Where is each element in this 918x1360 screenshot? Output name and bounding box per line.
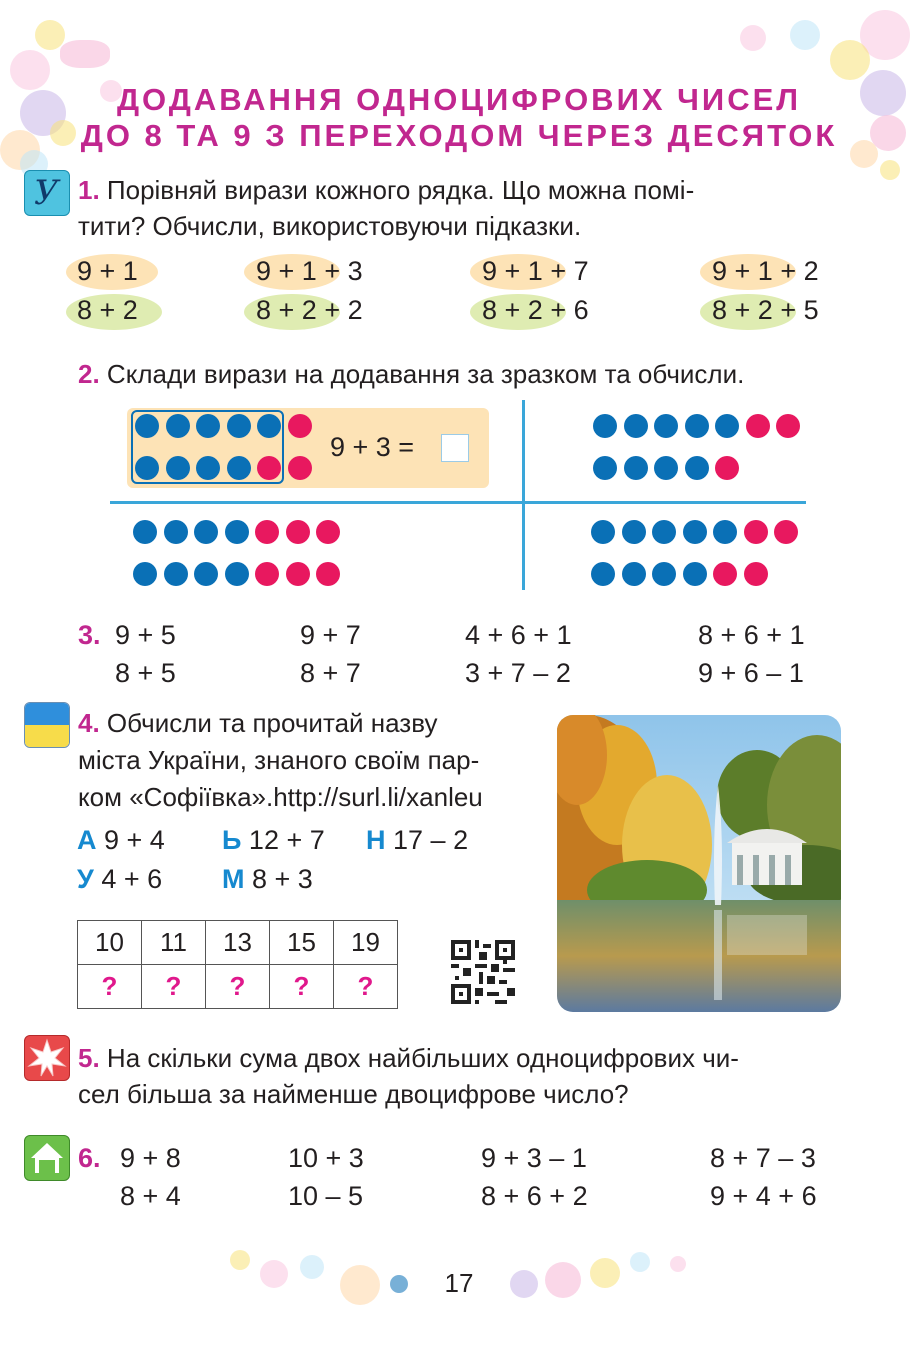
- red-dot: [746, 414, 770, 438]
- blue-dot: [652, 520, 676, 544]
- red-dot: [286, 520, 310, 544]
- blue-dot: [622, 562, 646, 586]
- blue-dot: [624, 414, 648, 438]
- red-dot: [257, 456, 281, 480]
- page-title-line-2: ДО 8 ТА 9 З ПЕРЕХОДОМ ЧЕРЕЗ ДЕСЯТОК: [80, 118, 838, 153]
- blue-dot: [591, 520, 615, 544]
- blue-dot: [624, 456, 648, 480]
- blue-dot: [683, 562, 707, 586]
- red-dot: [255, 562, 279, 586]
- task3-expr: 8 + 7: [300, 658, 361, 688]
- task3-expr: 3 + 7 – 2: [465, 658, 571, 688]
- red-dot: [255, 520, 279, 544]
- red-dot: [316, 520, 340, 544]
- blue-dot: [593, 456, 617, 480]
- task3-number: 3.: [78, 620, 101, 650]
- star-burst-icon: [24, 1035, 70, 1081]
- divider-horizontal: [110, 501, 806, 504]
- blue-dot: [166, 414, 190, 438]
- blue-dot: [225, 562, 249, 586]
- task6-expr: 8 + 4: [120, 1181, 181, 1211]
- blue-dot: [715, 414, 739, 438]
- cipher-item: М 8 + 3: [222, 864, 313, 894]
- task3-expr: 8 + 6 + 1: [698, 620, 805, 650]
- task4-text-line1: Обчисли та прочитай назву: [106, 708, 438, 738]
- task2-text-body: Склади вирази на додавання за зразком та обчисли.: [106, 359, 745, 389]
- table-cell: 11: [142, 921, 206, 965]
- cipher-item: У 4 + 6: [77, 864, 163, 894]
- table-cell: 10: [78, 921, 142, 965]
- blue-dot: [654, 456, 678, 480]
- task1-expr: 9 + 1 + 3: [256, 256, 363, 286]
- task6-expr: 9 + 4 + 6: [710, 1181, 817, 1211]
- blue-dot: [683, 520, 707, 544]
- example-expr: 9 + 3 =: [330, 432, 415, 462]
- task6-expr: 10 + 3: [288, 1143, 364, 1173]
- task5-text: [78, 1040, 858, 1112]
- task1-expr: 8 + 2 + 2: [256, 295, 363, 325]
- task1-expr: 9 + 1: [77, 256, 138, 286]
- ukraine-flag-icon: [24, 702, 70, 748]
- house-icon: [24, 1135, 70, 1181]
- task6-expr: 8 + 6 + 2: [481, 1181, 588, 1211]
- task6-expr: 8 + 7 – 3: [710, 1143, 816, 1173]
- blue-dot: [196, 414, 220, 438]
- task1-expr: 8 + 2: [77, 295, 138, 325]
- table-row: [78, 921, 398, 965]
- blue-dot: [164, 562, 188, 586]
- divider-vertical: [522, 400, 525, 590]
- task1-expr: 9 + 1 + 2: [712, 256, 819, 286]
- qr-code-icon[interactable]: [451, 940, 515, 1004]
- blue-dot: [227, 456, 251, 480]
- blue-dot: [685, 414, 709, 438]
- task1-text-line2: тити? Обчисли, використовуючи підказки.: [78, 211, 582, 241]
- task3-expr: 9 + 5: [115, 620, 176, 650]
- task6-expr: 9 + 8: [120, 1143, 181, 1173]
- blue-dot: [225, 520, 249, 544]
- blue-dot: [685, 456, 709, 480]
- blue-dot: [135, 414, 159, 438]
- red-dot: [713, 562, 737, 586]
- red-dot: [288, 414, 312, 438]
- blue-dot: [713, 520, 737, 544]
- blue-dot: [622, 520, 646, 544]
- red-dot: [776, 414, 800, 438]
- blue-dot: [164, 520, 188, 544]
- blue-dot: [196, 456, 220, 480]
- task6-number: 6.: [78, 1143, 101, 1173]
- table-cell: 19: [334, 921, 398, 965]
- table-cell-answer[interactable]: ?: [270, 965, 334, 1009]
- blue-dot: [593, 414, 617, 438]
- task3-expr: 9 + 7: [300, 620, 361, 650]
- task4-text: [78, 705, 548, 816]
- task4-text-line3: ком «Софіївка».http://surl.li/xanleu: [78, 782, 483, 812]
- task2-number: 2.: [78, 359, 100, 389]
- red-dot: [286, 562, 310, 586]
- task6-expr: 10 – 5: [288, 1181, 364, 1211]
- red-dot: [715, 456, 739, 480]
- blue-dot: [227, 414, 251, 438]
- script-u-icon: У: [24, 170, 70, 216]
- cipher-item: А 9 + 4: [77, 825, 165, 855]
- red-dot: [744, 520, 768, 544]
- cipher-item: Н 17 – 2: [366, 825, 469, 855]
- answer-box[interactable]: [441, 434, 469, 462]
- task1-expr: 8 + 2 + 6: [482, 295, 589, 325]
- page-number: 17: [444, 1268, 474, 1298]
- task3-expr: 4 + 6 + 1: [465, 620, 572, 650]
- task1-text-line1: Порівняй вирази кожного рядка. Що можна помі-: [106, 175, 695, 205]
- task2-text: [78, 356, 858, 392]
- blue-dot: [135, 456, 159, 480]
- red-dot: [744, 562, 768, 586]
- table-cell: 13: [206, 921, 270, 965]
- table-cell: 15: [270, 921, 334, 965]
- task5-number: 5.: [78, 1043, 100, 1073]
- page-title-line-1: ДОДАВАННЯ ОДНОЦИФРОВИХ ЧИСЕЛ: [116, 82, 802, 117]
- cipher-item: Ь 12 + 7: [222, 825, 325, 855]
- red-dot: [316, 562, 340, 586]
- table-cell-answer[interactable]: ?: [142, 965, 206, 1009]
- blue-dot: [257, 414, 281, 438]
- task6-expr: 9 + 3 – 1: [481, 1143, 587, 1173]
- table-cell-answer[interactable]: ?: [78, 965, 142, 1009]
- task1-text: [78, 172, 848, 244]
- task3-expr: 9 + 6 – 1: [698, 658, 804, 688]
- task1-number: 1.: [78, 175, 100, 205]
- blue-dot: [133, 562, 157, 586]
- blue-dot: [652, 562, 676, 586]
- answer-table: [77, 920, 398, 1009]
- table-cell-answer[interactable]: ?: [334, 965, 398, 1009]
- task5-text-line2: сел більша за найменше двоцифрове число?: [78, 1079, 629, 1109]
- blue-dot: [133, 520, 157, 544]
- task4-text-line2: міста України, знаного своїм пар-: [78, 745, 480, 775]
- blue-dot: [654, 414, 678, 438]
- task3-expr: 8 + 5: [115, 658, 176, 688]
- blue-dot: [591, 562, 615, 586]
- blue-dot: [166, 456, 190, 480]
- red-dot: [774, 520, 798, 544]
- table-row: [78, 965, 398, 1009]
- blue-dot: [194, 562, 218, 586]
- park-photo: [557, 715, 841, 1012]
- task1-expr: 8 + 2 + 5: [712, 295, 819, 325]
- blue-dot: [194, 520, 218, 544]
- task4-number: 4.: [78, 708, 100, 738]
- table-cell-answer[interactable]: ?: [206, 965, 270, 1009]
- task1-expr: 9 + 1 + 7: [482, 256, 589, 286]
- task5-text-line1: На скільки сума двох найбільших одноцифрових чи-: [106, 1043, 739, 1073]
- red-dot: [288, 456, 312, 480]
